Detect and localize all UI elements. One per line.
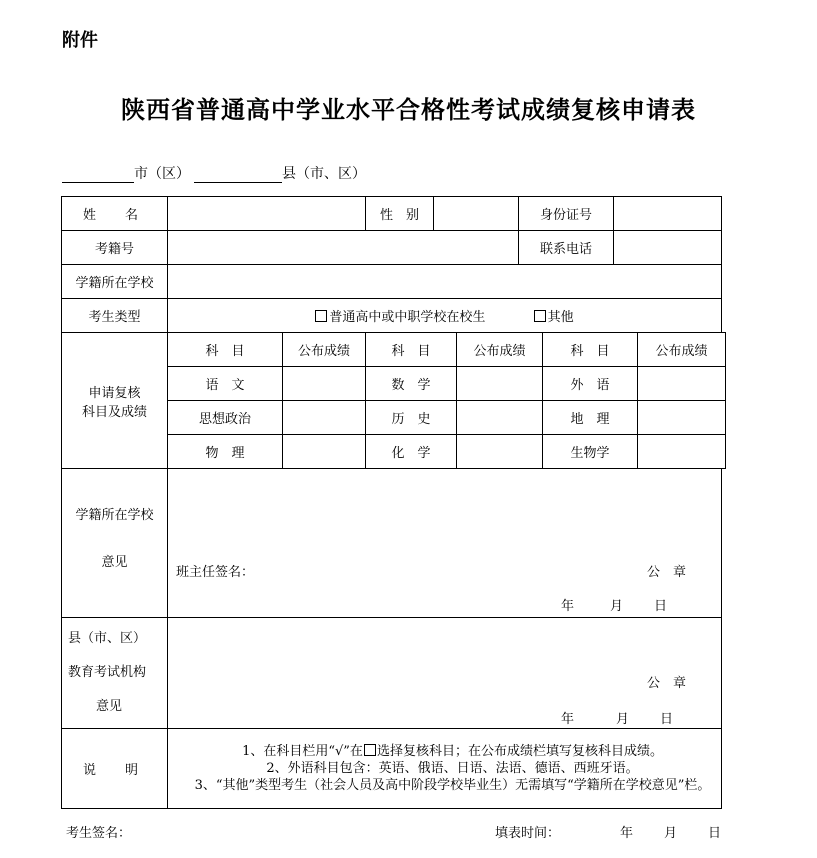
notes-content <box>168 729 722 809</box>
school-label: 学籍所在学校 <box>62 265 168 299</box>
school-opinion-line2: 意见 <box>101 555 128 570</box>
subject-cell[interactable]: 外 语 <box>543 367 638 401</box>
subjects-label-line1: 申请复核 <box>88 385 141 401</box>
score-header: 公布成绩 <box>638 333 726 367</box>
id-field[interactable] <box>614 197 722 231</box>
id-label: 身份证号 <box>519 197 614 231</box>
subject-cell[interactable]: 语 文 <box>168 367 283 401</box>
page-title: 陕西省普通高中学业水平合格性考试成绩复核申请表 <box>121 95 696 124</box>
county-opinion-line3: 意见 <box>96 699 123 714</box>
gender-field[interactable] <box>434 197 519 231</box>
score-cell[interactable] <box>638 367 726 401</box>
option1-checkbox[interactable] <box>315 310 327 322</box>
county-opinion-line1: 县（市、区） <box>68 631 147 646</box>
county-opinion-line2: 教育考试机构 <box>68 665 147 680</box>
score-cell[interactable] <box>638 435 726 469</box>
school-year-label: 年 <box>561 599 575 614</box>
county-opinion-field[interactable] <box>168 618 722 729</box>
score-cell[interactable] <box>457 367 543 401</box>
name-label: 姓 名 <box>62 197 168 231</box>
notes-label: 说 明 <box>62 729 168 809</box>
type-options <box>168 299 722 333</box>
option2-checkbox[interactable] <box>534 310 546 322</box>
option1-label: 普通高中或中职学校在校生 <box>329 310 486 325</box>
subject-header: 科 目 <box>168 333 283 367</box>
notes-line2: 2、外语科目包含：英语、俄语、日语、法语、德语、西班牙语。 <box>266 761 639 776</box>
score-cell[interactable] <box>638 401 726 435</box>
subject-cell[interactable]: 思想政治 <box>168 401 283 435</box>
attachment-label: 附件 <box>62 30 98 51</box>
application-form-table <box>61 196 726 809</box>
subject-cell[interactable]: 地 理 <box>543 401 638 435</box>
date-label: 填表时间： <box>495 826 561 841</box>
subject-cell[interactable]: 物 理 <box>168 435 283 469</box>
school-opinion-field[interactable] <box>168 469 722 618</box>
score-cell[interactable] <box>283 435 366 469</box>
score-cell[interactable] <box>283 401 366 435</box>
notes-line1: 1、在科目栏用“√”在 选择复核科目；在公布成绩栏填写复核科目成绩。 <box>242 744 663 759</box>
score-cell[interactable] <box>457 435 543 469</box>
county-year-label: 年 <box>561 712 575 727</box>
option2-label: 其他 <box>547 310 574 325</box>
exam-no-field[interactable] <box>168 231 519 265</box>
score-header: 公布成绩 <box>457 333 543 367</box>
school-month-label: 月 <box>610 599 624 614</box>
phone-label: 联系电话 <box>519 231 614 265</box>
school-field[interactable] <box>168 265 722 299</box>
county-seal-label: 公 章 <box>647 676 687 691</box>
county-blank[interactable] <box>194 166 282 183</box>
gender-label: 性 别 <box>366 197 434 231</box>
county-month-label: 月 <box>616 712 630 727</box>
school-opinion-line1: 学籍所在学校 <box>75 508 154 523</box>
school-seal-label: 公 章 <box>647 565 687 580</box>
school-opinion-label <box>62 469 168 618</box>
subject-header: 科 目 <box>366 333 457 367</box>
county-suffix: 县（市、区） <box>282 166 366 182</box>
city-suffix: 市（区） <box>134 166 190 182</box>
footer-day: 日 <box>708 826 722 841</box>
score-cell[interactable] <box>283 367 366 401</box>
county-opinion-label <box>62 618 168 729</box>
school-day-label: 日 <box>654 599 668 614</box>
subject-cell[interactable]: 生物学 <box>543 435 638 469</box>
footer-month: 月 <box>664 826 678 841</box>
footer-year: 年 <box>620 826 634 841</box>
notes-line3: 3、“其他”类型考生（社会人员及高中阶段学校毕业生）无需填写“学籍所在学校意见”栏。 <box>194 778 711 793</box>
signature-label: 考生签名： <box>66 826 132 841</box>
city-blank[interactable] <box>62 166 134 183</box>
score-header: 公布成绩 <box>283 333 366 367</box>
checkbox-icon <box>364 744 376 756</box>
score-cell[interactable] <box>457 401 543 435</box>
region-line <box>62 163 366 183</box>
teacher-sign-label: 班主任签名： <box>176 565 255 580</box>
subject-cell[interactable]: 数 学 <box>366 367 457 401</box>
subject-cell[interactable]: 历 史 <box>366 401 457 435</box>
phone-field[interactable] <box>614 231 722 265</box>
subjects-section-label <box>62 333 168 469</box>
subjects-label-line2: 科目及成绩 <box>81 404 147 420</box>
subject-cell[interactable]: 化 学 <box>366 435 457 469</box>
name-field[interactable] <box>168 197 366 231</box>
subject-header: 科 目 <box>543 333 638 367</box>
county-day-label: 日 <box>660 712 674 727</box>
exam-no-label: 考籍号 <box>62 231 168 265</box>
type-label: 考生类型 <box>62 299 168 333</box>
